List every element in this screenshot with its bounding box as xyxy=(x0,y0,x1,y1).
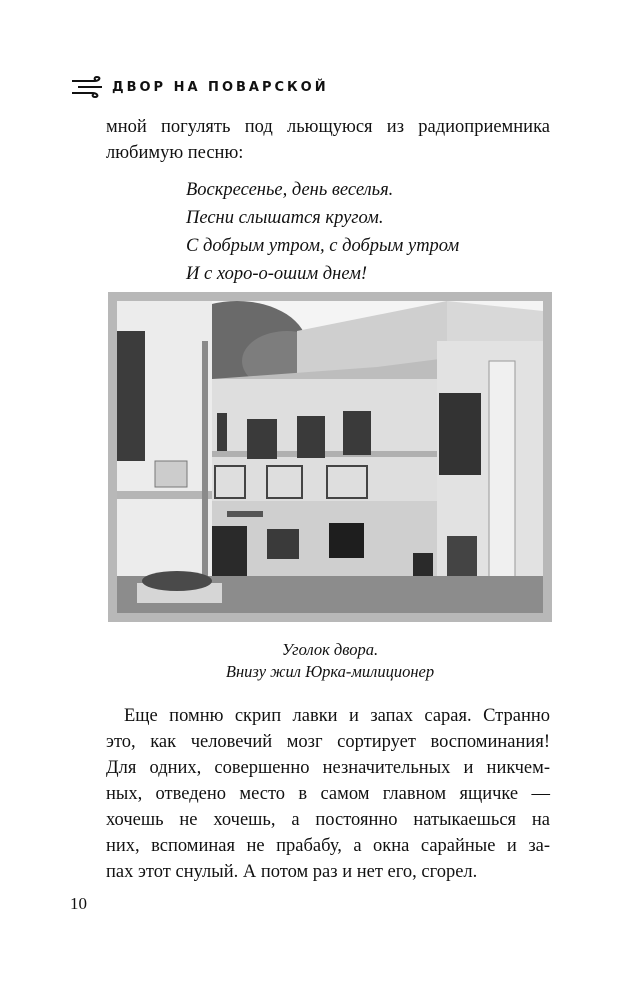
poem-line: С добрым утром, с добрым утром xyxy=(186,236,460,256)
paragraph-line: это, как человечий мозг сортирует воспоминания! xyxy=(106,732,550,752)
intro-line-1: мной погулять под льющуюся из радиоприемника xyxy=(106,117,550,137)
courtyard-photo xyxy=(108,292,552,622)
caption-line-2: Внизу жил Юрка-милиционер xyxy=(225,662,435,681)
wind-swirl-icon xyxy=(70,76,104,98)
caption-line-1: Уголок двора. xyxy=(281,640,379,659)
paragraph-line: Для одних, совершенно незначительных и никчем- xyxy=(106,758,550,778)
intro-line-2: любимую песню: xyxy=(106,143,244,163)
main-paragraph xyxy=(106,703,550,885)
running-header xyxy=(70,76,329,98)
paragraph-line: ных, отведено место в самом главном ящичке — xyxy=(106,784,550,804)
poem-line: И с хоро-о-ошим днем! xyxy=(186,264,368,284)
paragraph-line: них, вспоминая не прабабу, а окна сарайные и за- xyxy=(106,836,550,856)
intro-paragraph xyxy=(106,114,550,166)
header-title: ДВОР НА ПОВАРСКОЙ xyxy=(112,79,329,95)
poem xyxy=(186,176,459,288)
poem-line: Воскресенье, день веселья. xyxy=(186,180,394,200)
page-number: 10 xyxy=(70,894,87,913)
paragraph-line: Еще помню скрип лавки и запах сарая. Странно xyxy=(124,706,550,726)
courtyard-photo-image xyxy=(117,301,543,613)
photo-caption xyxy=(108,639,552,683)
paragraph-line: пах этот снулый. А потом раз и нет его, сгорел. xyxy=(106,862,478,882)
paragraph-line: хочешь не хочешь, а постоянно натыкаешься на xyxy=(106,810,550,830)
poem-line: Песни слышатся кругом. xyxy=(186,208,384,228)
